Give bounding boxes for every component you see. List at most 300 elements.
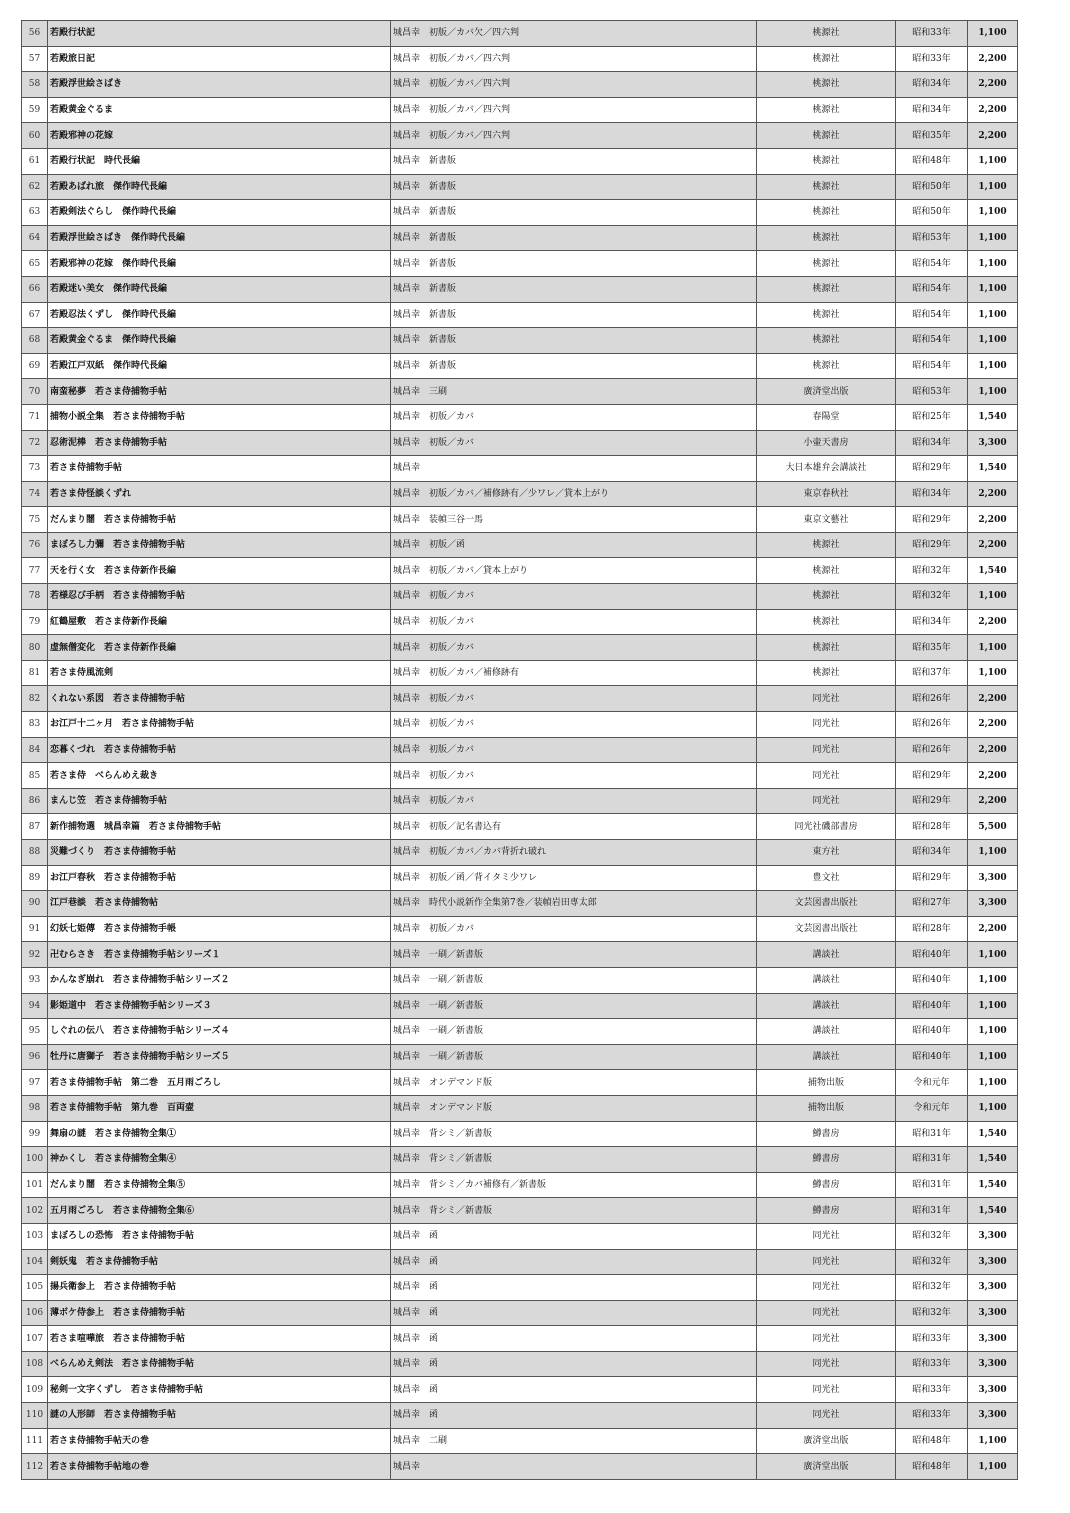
author-and-condition-cell: 城昌幸 初版／カバ／四六判: [391, 46, 757, 72]
price-cell: 1,100: [968, 635, 1018, 661]
publication-year-cell: 昭和54年: [896, 251, 968, 277]
item-number-cell: 97: [22, 1070, 48, 1096]
book-title-cell: だんまり闇 若さま侍捕物手帖: [48, 507, 391, 533]
book-title-cell: 五月雨ごろし 若さま侍捕物全集⑥: [48, 1198, 391, 1224]
publication-year-cell: 昭和34年: [896, 430, 968, 456]
author-and-condition-cell: 城昌幸 二刷: [391, 1428, 757, 1454]
publisher-cell: 東京春秋社: [757, 481, 896, 507]
table-row: [22, 302, 1018, 328]
book-title-cell: 若さま喧嘩旅 若さま侍捕物手帖: [48, 1326, 391, 1352]
book-title-cell: 揚兵衛参上 若さま侍捕物手帖: [48, 1275, 391, 1301]
item-number-cell: 64: [22, 225, 48, 251]
publisher-cell: 同光社: [757, 1300, 896, 1326]
table-row: [22, 1351, 1018, 1377]
author-and-condition-cell: 城昌幸 新書版: [391, 302, 757, 328]
item-number-cell: 57: [22, 46, 48, 72]
book-title-cell: 舞扇の謎 若さま侍捕物全集①: [48, 1121, 391, 1147]
price-cell: 2,200: [968, 609, 1018, 635]
publication-year-cell: 昭和40年: [896, 967, 968, 993]
publication-year-cell: 昭和28年: [896, 814, 968, 840]
price-cell: 2,200: [968, 46, 1018, 72]
publication-year-cell: 昭和48年: [896, 148, 968, 174]
table-row: [22, 1223, 1018, 1249]
book-title-cell: 若さま侍捕物手帖地の巻: [48, 1454, 391, 1480]
table-row: [22, 21, 1018, 47]
book-title-cell: かんなぎ崩れ 若さま侍捕物手帖シリーズ２: [48, 967, 391, 993]
book-title-cell: 恋暮くづれ 若さま侍捕物手帖: [48, 737, 391, 763]
table-row: [22, 1377, 1018, 1403]
price-cell: 1,100: [968, 840, 1018, 866]
author-and-condition-cell: 城昌幸 函: [391, 1300, 757, 1326]
price-cell: 2,200: [968, 123, 1018, 149]
book-title-cell: 卍むらさき 若さま侍捕物手帖シリーズ１: [48, 942, 391, 968]
item-number-cell: 69: [22, 353, 48, 379]
publication-year-cell: 昭和26年: [896, 737, 968, 763]
publication-year-cell: 昭和29年: [896, 788, 968, 814]
author-and-condition-cell: 城昌幸 新書版: [391, 148, 757, 174]
publisher-cell: 廣済堂出版: [757, 379, 896, 405]
publisher-cell: 講談社: [757, 967, 896, 993]
table-row: [22, 1121, 1018, 1147]
book-title-cell: しぐれの伝八 若さま侍捕物手帖シリーズ４: [48, 1019, 391, 1045]
table-row: [22, 814, 1018, 840]
book-title-cell: 若殿浮世絵さばき: [48, 72, 391, 98]
author-and-condition-cell: 城昌幸 函: [391, 1223, 757, 1249]
table-row: [22, 46, 1018, 72]
author-and-condition-cell: 城昌幸 三刷: [391, 379, 757, 405]
item-number-cell: 58: [22, 72, 48, 98]
publication-year-cell: 昭和28年: [896, 916, 968, 942]
item-number-cell: 91: [22, 916, 48, 942]
book-title-cell: 若さま侍捕物手帖天の巻: [48, 1428, 391, 1454]
table-row: [22, 840, 1018, 866]
publisher-cell: 東方社: [757, 840, 896, 866]
table-row: [22, 507, 1018, 533]
publisher-cell: 同光社: [757, 1275, 896, 1301]
price-cell: 2,200: [968, 507, 1018, 533]
publication-year-cell: 昭和26年: [896, 686, 968, 712]
publication-year-cell: 昭和32年: [896, 1275, 968, 1301]
publication-year-cell: 昭和29年: [896, 865, 968, 891]
item-number-cell: 109: [22, 1377, 48, 1403]
item-number-cell: 61: [22, 148, 48, 174]
publication-year-cell: 昭和32年: [896, 558, 968, 584]
publication-year-cell: 昭和54年: [896, 302, 968, 328]
price-cell: 1,100: [968, 1019, 1018, 1045]
publication-year-cell: 昭和33年: [896, 46, 968, 72]
item-number-cell: 75: [22, 507, 48, 533]
book-title-cell: 南蛮秘夢 若さま侍捕物手帖: [48, 379, 391, 405]
book-listing-table: [21, 20, 1018, 1480]
publisher-cell: 鱒書房: [757, 1121, 896, 1147]
author-and-condition-cell: 城昌幸 初版／カバ: [391, 788, 757, 814]
publisher-cell: 同光社: [757, 1377, 896, 1403]
item-number-cell: 86: [22, 788, 48, 814]
publisher-cell: 桃源社: [757, 660, 896, 686]
publisher-cell: 桃源社: [757, 21, 896, 47]
price-cell: 1,540: [968, 558, 1018, 584]
publisher-cell: 桃源社: [757, 97, 896, 123]
item-number-cell: 98: [22, 1095, 48, 1121]
table-row: [22, 1326, 1018, 1352]
price-cell: 3,300: [968, 1351, 1018, 1377]
author-and-condition-cell: 城昌幸 一刷／新書版: [391, 1019, 757, 1045]
item-number-cell: 101: [22, 1172, 48, 1198]
table-row: [22, 1403, 1018, 1429]
price-cell: 5,500: [968, 814, 1018, 840]
price-cell: 2,200: [968, 97, 1018, 123]
table-row: [22, 174, 1018, 200]
book-title-cell: くれない系図 若さま侍捕物手帖: [48, 686, 391, 712]
table-row: [22, 1044, 1018, 1070]
price-cell: 2,200: [968, 737, 1018, 763]
book-title-cell: 若殿剣法ぐらし 傑作時代長編: [48, 200, 391, 226]
book-title-cell: だんまり闇 若さま侍捕物全集⑤: [48, 1172, 391, 1198]
publisher-cell: 桃源社: [757, 148, 896, 174]
publication-year-cell: 昭和25年: [896, 404, 968, 430]
publisher-cell: 同光社: [757, 1249, 896, 1275]
table-row: [22, 276, 1018, 302]
publication-year-cell: 昭和34年: [896, 72, 968, 98]
book-title-cell: 若殿江戸双紙 傑作時代長編: [48, 353, 391, 379]
publisher-cell: 同光社: [757, 1326, 896, 1352]
publication-year-cell: 昭和35年: [896, 123, 968, 149]
table-row: [22, 686, 1018, 712]
author-and-condition-cell: 城昌幸 初版／函: [391, 532, 757, 558]
price-cell: 1,100: [968, 276, 1018, 302]
publication-year-cell: 昭和33年: [896, 1351, 968, 1377]
table-row: [22, 942, 1018, 968]
publisher-cell: 同光社: [757, 1223, 896, 1249]
author-and-condition-cell: 城昌幸 初版／カバ: [391, 686, 757, 712]
author-and-condition-cell: 城昌幸 初版／カバ／補修跡有: [391, 660, 757, 686]
item-number-cell: 94: [22, 993, 48, 1019]
item-number-cell: 65: [22, 251, 48, 277]
table-row: [22, 430, 1018, 456]
book-title-cell: 江戸巷談 若さま侍捕物帖: [48, 891, 391, 917]
item-number-cell: 80: [22, 635, 48, 661]
author-and-condition-cell: 城昌幸 新書版: [391, 251, 757, 277]
item-number-cell: 93: [22, 967, 48, 993]
book-listing-body: [22, 21, 1018, 1480]
publisher-cell: 大日本雄弁会講談社: [757, 456, 896, 482]
publisher-cell: 同光社: [757, 737, 896, 763]
author-and-condition-cell: 城昌幸 初版／カバ／貸本上がり: [391, 558, 757, 584]
book-title-cell: 影姫道中 若さま侍捕物手帖シリーズ３: [48, 993, 391, 1019]
author-and-condition-cell: 城昌幸 函: [391, 1377, 757, 1403]
author-and-condition-cell: 城昌幸: [391, 1454, 757, 1480]
book-title-cell: 若殿忍法くずし 傑作時代長編: [48, 302, 391, 328]
price-cell: 1,100: [968, 993, 1018, 1019]
publication-year-cell: 昭和48年: [896, 1454, 968, 1480]
publisher-cell: 廣済堂出版: [757, 1428, 896, 1454]
item-number-cell: 81: [22, 660, 48, 686]
item-number-cell: 72: [22, 430, 48, 456]
table-row: [22, 251, 1018, 277]
publisher-cell: 同光社: [757, 712, 896, 738]
publication-year-cell: 昭和35年: [896, 635, 968, 661]
item-number-cell: 103: [22, 1223, 48, 1249]
publisher-cell: 桃源社: [757, 251, 896, 277]
publication-year-cell: 昭和31年: [896, 1147, 968, 1173]
author-and-condition-cell: 城昌幸 初版／函／背イタミ少ワレ: [391, 865, 757, 891]
table-row: [22, 635, 1018, 661]
table-row: [22, 481, 1018, 507]
item-number-cell: 102: [22, 1198, 48, 1224]
book-title-cell: 若さま侍捕物手帖 第二巻 五月雨ごろし: [48, 1070, 391, 1096]
table-row: [22, 558, 1018, 584]
publisher-cell: 同光社磯部書房: [757, 814, 896, 840]
publication-year-cell: 昭和54年: [896, 276, 968, 302]
book-title-cell: 若殿あばれ旅 傑作時代長編: [48, 174, 391, 200]
table-row: [22, 1300, 1018, 1326]
author-and-condition-cell: 城昌幸 初版／カバ: [391, 609, 757, 635]
book-title-cell: 若さま侍 べらんめえ裁き: [48, 763, 391, 789]
item-number-cell: 112: [22, 1454, 48, 1480]
price-cell: 1,100: [968, 584, 1018, 610]
author-and-condition-cell: 城昌幸 初版／カバ／補修跡有／少ワレ／貸本上がり: [391, 481, 757, 507]
author-and-condition-cell: 城昌幸 新書版: [391, 174, 757, 200]
item-number-cell: 62: [22, 174, 48, 200]
book-title-cell: 若殿行状記 時代長編: [48, 148, 391, 174]
author-and-condition-cell: 城昌幸 初版／カバ: [391, 584, 757, 610]
author-and-condition-cell: 城昌幸 初版／カバ: [391, 635, 757, 661]
table-row: [22, 737, 1018, 763]
author-and-condition-cell: 城昌幸 新書版: [391, 276, 757, 302]
book-title-cell: 牡丹に唐獅子 若さま侍捕物手帖シリーズ５: [48, 1044, 391, 1070]
publisher-cell: 鱒書房: [757, 1172, 896, 1198]
publisher-cell: 桃源社: [757, 353, 896, 379]
book-title-cell: お江戸十二ヶ月 若さま侍捕物手帖: [48, 712, 391, 738]
publication-year-cell: 昭和40年: [896, 993, 968, 1019]
price-cell: 3,300: [968, 1377, 1018, 1403]
book-title-cell: 幻妖七姫傳 若さま侍捕物手帳: [48, 916, 391, 942]
author-and-condition-cell: 城昌幸 初版／カバ／四六判: [391, 72, 757, 98]
book-title-cell: 若殿邪神の花嫁: [48, 123, 391, 149]
author-and-condition-cell: 城昌幸 一刷／新書版: [391, 967, 757, 993]
publisher-cell: 講談社: [757, 942, 896, 968]
table-row: [22, 1198, 1018, 1224]
publisher-cell: 講談社: [757, 1044, 896, 1070]
price-cell: 2,200: [968, 916, 1018, 942]
price-cell: 1,100: [968, 1095, 1018, 1121]
publisher-cell: 捕物出版: [757, 1095, 896, 1121]
book-title-cell: 若さま侍風流剣: [48, 660, 391, 686]
publication-year-cell: 昭和34年: [896, 481, 968, 507]
publication-year-cell: 昭和33年: [896, 21, 968, 47]
item-number-cell: 56: [22, 21, 48, 47]
publisher-cell: 桃源社: [757, 72, 896, 98]
book-title-cell: 剣妖鬼 若さま侍捕物手帖: [48, 1249, 391, 1275]
price-cell: 3,300: [968, 1300, 1018, 1326]
table-row: [22, 660, 1018, 686]
author-and-condition-cell: 城昌幸 初版／カバ: [391, 763, 757, 789]
item-number-cell: 100: [22, 1147, 48, 1173]
publication-year-cell: 令和元年: [896, 1070, 968, 1096]
author-and-condition-cell: 城昌幸 新書版: [391, 328, 757, 354]
author-and-condition-cell: 城昌幸 初版／カバ: [391, 712, 757, 738]
publication-year-cell: 昭和53年: [896, 379, 968, 405]
price-cell: 1,100: [968, 328, 1018, 354]
table-row: [22, 353, 1018, 379]
table-row: [22, 1019, 1018, 1045]
author-and-condition-cell: 城昌幸 一刷／新書版: [391, 942, 757, 968]
book-title-cell: 捕物小説全集 若さま侍捕物手帖: [48, 404, 391, 430]
publication-year-cell: 昭和32年: [896, 584, 968, 610]
item-number-cell: 111: [22, 1428, 48, 1454]
publication-year-cell: 昭和33年: [896, 1377, 968, 1403]
item-number-cell: 70: [22, 379, 48, 405]
publisher-cell: 桃源社: [757, 174, 896, 200]
book-title-cell: 天を行く女 若さま侍新作長編: [48, 558, 391, 584]
publisher-cell: 桃源社: [757, 276, 896, 302]
book-title-cell: 薄ボケ侍参上 若さま侍捕物手帖: [48, 1300, 391, 1326]
price-cell: 1,540: [968, 1198, 1018, 1224]
table-row: [22, 1070, 1018, 1096]
price-cell: 1,100: [968, 1454, 1018, 1480]
publication-year-cell: 昭和33年: [896, 1403, 968, 1429]
publication-year-cell: 昭和53年: [896, 225, 968, 251]
book-title-cell: 若殿邪神の花嫁 傑作時代長編: [48, 251, 391, 277]
book-title-cell: 紅鶴屋敷 若さま侍新作長編: [48, 609, 391, 635]
publication-year-cell: 昭和54年: [896, 328, 968, 354]
price-cell: 1,100: [968, 21, 1018, 47]
price-cell: 1,540: [968, 1172, 1018, 1198]
publication-year-cell: 昭和37年: [896, 660, 968, 686]
book-title-cell: 若さま侍捕物手帖: [48, 456, 391, 482]
item-number-cell: 104: [22, 1249, 48, 1275]
publication-year-cell: 昭和29年: [896, 532, 968, 558]
author-and-condition-cell: 城昌幸 背シミ／新書版: [391, 1121, 757, 1147]
price-cell: 1,100: [968, 251, 1018, 277]
price-cell: 1,540: [968, 1147, 1018, 1173]
table-row: [22, 1454, 1018, 1480]
price-cell: 3,300: [968, 430, 1018, 456]
publication-year-cell: 昭和32年: [896, 1223, 968, 1249]
item-number-cell: 59: [22, 97, 48, 123]
author-and-condition-cell: 城昌幸 函: [391, 1275, 757, 1301]
book-title-cell: 若殿迷い美女 傑作時代長編: [48, 276, 391, 302]
author-and-condition-cell: 城昌幸 初版／カバ: [391, 737, 757, 763]
author-and-condition-cell: 城昌幸 オンデマンド版: [391, 1070, 757, 1096]
price-cell: 2,200: [968, 686, 1018, 712]
table-row: [22, 967, 1018, 993]
book-title-cell: 若殿行状記: [48, 21, 391, 47]
publisher-cell: 講談社: [757, 1019, 896, 1045]
publisher-cell: 桃源社: [757, 200, 896, 226]
item-number-cell: 107: [22, 1326, 48, 1352]
item-number-cell: 96: [22, 1044, 48, 1070]
publisher-cell: 文芸図書出版社: [757, 916, 896, 942]
author-and-condition-cell: 城昌幸 初版／カバ: [391, 916, 757, 942]
book-title-cell: 若殿黄金ぐるま 傑作時代長編: [48, 328, 391, 354]
author-and-condition-cell: 城昌幸 初版／カバ: [391, 404, 757, 430]
publisher-cell: 桃源社: [757, 584, 896, 610]
author-and-condition-cell: 城昌幸 オンデマンド版: [391, 1095, 757, 1121]
table-row: [22, 1249, 1018, 1275]
author-and-condition-cell: 城昌幸 函: [391, 1326, 757, 1352]
table-row: [22, 1172, 1018, 1198]
table-row: [22, 72, 1018, 98]
item-number-cell: 71: [22, 404, 48, 430]
publisher-cell: 同光社: [757, 763, 896, 789]
author-and-condition-cell: 城昌幸 初版／記名書込有: [391, 814, 757, 840]
publisher-cell: 桃源社: [757, 123, 896, 149]
item-number-cell: 92: [22, 942, 48, 968]
book-title-cell: まぼろし力彌 若さま侍捕物手帖: [48, 532, 391, 558]
book-title-cell: 災難づくり 若さま侍捕物手帖: [48, 840, 391, 866]
publication-year-cell: 昭和40年: [896, 1019, 968, 1045]
price-cell: 3,300: [968, 1249, 1018, 1275]
book-title-cell: 若様忍び手柄 若さま侍捕物手帖: [48, 584, 391, 610]
author-and-condition-cell: 城昌幸: [391, 456, 757, 482]
price-cell: 2,200: [968, 532, 1018, 558]
author-and-condition-cell: 城昌幸 時代小説新作全集第7巻／装幀岩田専太郎: [391, 891, 757, 917]
price-cell: 1,100: [968, 302, 1018, 328]
table-row: [22, 609, 1018, 635]
item-number-cell: 108: [22, 1351, 48, 1377]
publisher-cell: 同光社: [757, 788, 896, 814]
price-cell: 3,300: [968, 891, 1018, 917]
publisher-cell: 桃源社: [757, 46, 896, 72]
publication-year-cell: 昭和31年: [896, 1172, 968, 1198]
book-title-cell: 謎の人形師 若さま侍捕物手帖: [48, 1403, 391, 1429]
price-cell: 3,300: [968, 865, 1018, 891]
publisher-cell: 捕物出版: [757, 1070, 896, 1096]
publication-year-cell: 昭和34年: [896, 609, 968, 635]
item-number-cell: 82: [22, 686, 48, 712]
publication-year-cell: 昭和34年: [896, 97, 968, 123]
table-row: [22, 225, 1018, 251]
author-and-condition-cell: 城昌幸 背シミ／新書版: [391, 1147, 757, 1173]
book-title-cell: 秘剣一文字くずし 若さま侍捕物手帖: [48, 1377, 391, 1403]
publisher-cell: 同光社: [757, 1351, 896, 1377]
publication-year-cell: 昭和26年: [896, 712, 968, 738]
price-cell: 2,200: [968, 72, 1018, 98]
table-row: [22, 123, 1018, 149]
book-title-cell: 若さま侍怪談くずれ: [48, 481, 391, 507]
table-row: [22, 584, 1018, 610]
publisher-cell: 桃源社: [757, 532, 896, 558]
publisher-cell: 桃源社: [757, 328, 896, 354]
author-and-condition-cell: 城昌幸 初版／カバ: [391, 430, 757, 456]
book-title-cell: べらんめえ剣法 若さま侍捕物手帖: [48, 1351, 391, 1377]
author-and-condition-cell: 城昌幸 函: [391, 1351, 757, 1377]
table-row: [22, 1095, 1018, 1121]
item-number-cell: 88: [22, 840, 48, 866]
book-title-cell: 若殿黄金ぐるま: [48, 97, 391, 123]
price-cell: 1,100: [968, 353, 1018, 379]
publisher-cell: 桃源社: [757, 609, 896, 635]
author-and-condition-cell: 城昌幸 初版／カバ欠／四六判: [391, 21, 757, 47]
author-and-condition-cell: 城昌幸 初版／カバ／四六判: [391, 97, 757, 123]
item-number-cell: 73: [22, 456, 48, 482]
publisher-cell: 桃源社: [757, 302, 896, 328]
item-number-cell: 83: [22, 712, 48, 738]
publication-year-cell: 昭和40年: [896, 942, 968, 968]
publication-year-cell: 昭和34年: [896, 840, 968, 866]
publication-year-cell: 昭和31年: [896, 1198, 968, 1224]
publication-year-cell: 昭和50年: [896, 174, 968, 200]
table-row: [22, 379, 1018, 405]
table-row: [22, 712, 1018, 738]
item-number-cell: 77: [22, 558, 48, 584]
item-number-cell: 110: [22, 1403, 48, 1429]
price-cell: 1,100: [968, 148, 1018, 174]
publication-year-cell: 昭和32年: [896, 1300, 968, 1326]
author-and-condition-cell: 城昌幸 新書版: [391, 200, 757, 226]
item-number-cell: 60: [22, 123, 48, 149]
